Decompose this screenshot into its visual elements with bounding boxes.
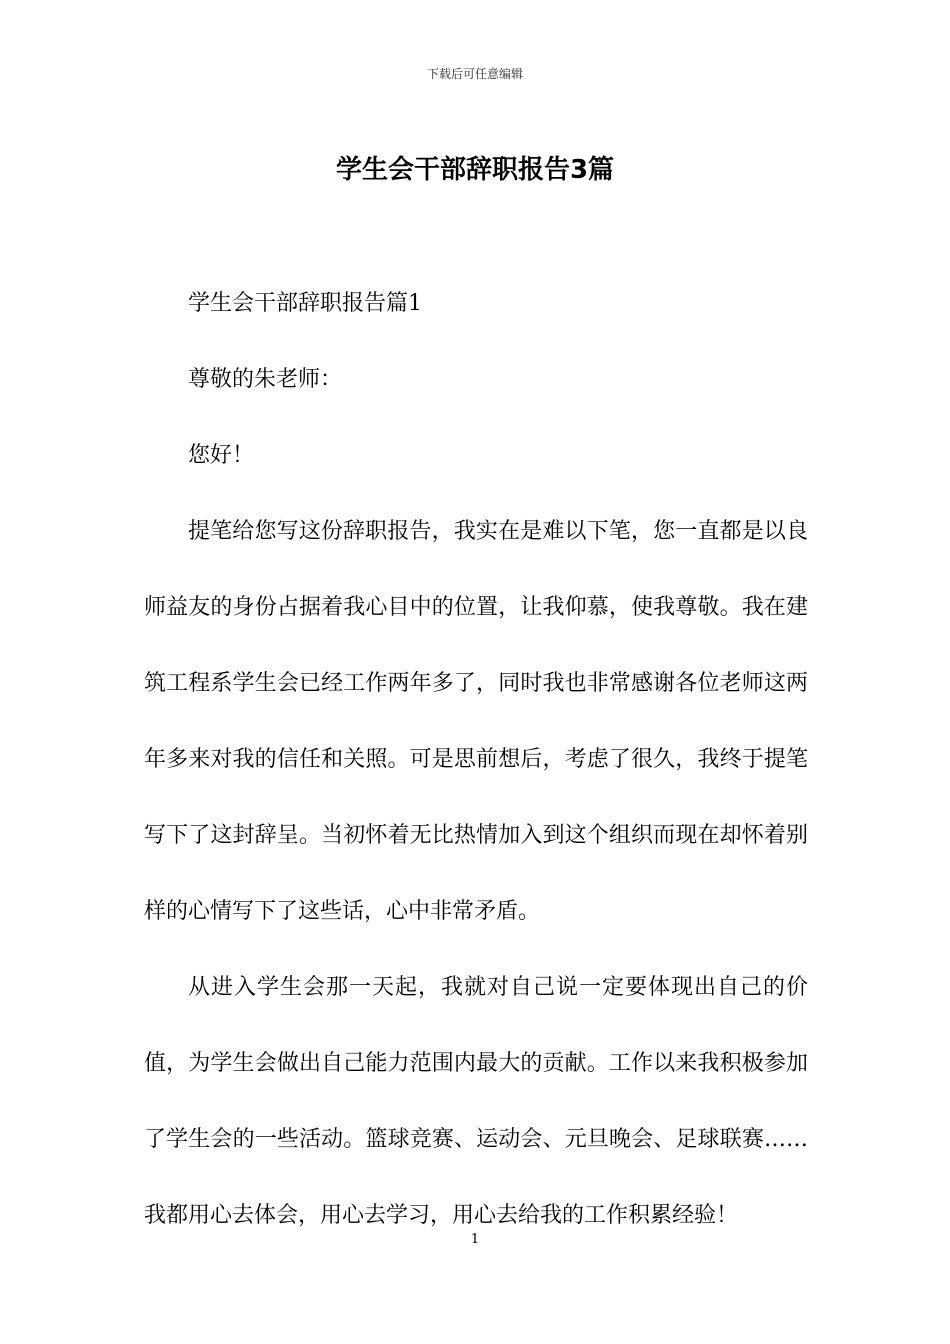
salutation: 尊敬的朱老师： (188, 367, 343, 392)
body-paragraph-1: 提笔给您写这份辞职报告，我实在是难以下笔，您一直都是以良师益友的身份占据着我心目中的位置，让我仰慕，使我尊敬。我在建筑工程系学生会已经工作两年多了，同时我也非常感谢各位老师这两年多来对我的信任和关照。可是思前想后，考虑了很久，我终于提笔写下了这封辞呈。当初怀着无比热情加入到这个组织而现在却怀着别样的心情写下了这些话，心中非常矛盾。 (144, 519, 808, 924)
body-paragraph-2: 从进入学生会那一天起，我就对自己说一定要体现出自己的价值，为学生会做出自己能力范围内最大的贡献。工作以来我积极参加了学生会的一些活动。篮球竞赛、运动会、元旦晚会、足球联赛……我都用心去体会，用心去学习，用心去给我的工作积累经验！ (144, 975, 808, 1228)
document-body (144, 266, 808, 1254)
greeting: 您好！ (188, 443, 255, 468)
page-number: 1 (470, 1232, 480, 1247)
document-title: 学生会干部辞职报告3篇 (335, 155, 615, 185)
section-heading: 学生会干部辞职报告篇1 (188, 291, 422, 316)
page-header-note: 下载后可任意编辑 (426, 67, 523, 81)
